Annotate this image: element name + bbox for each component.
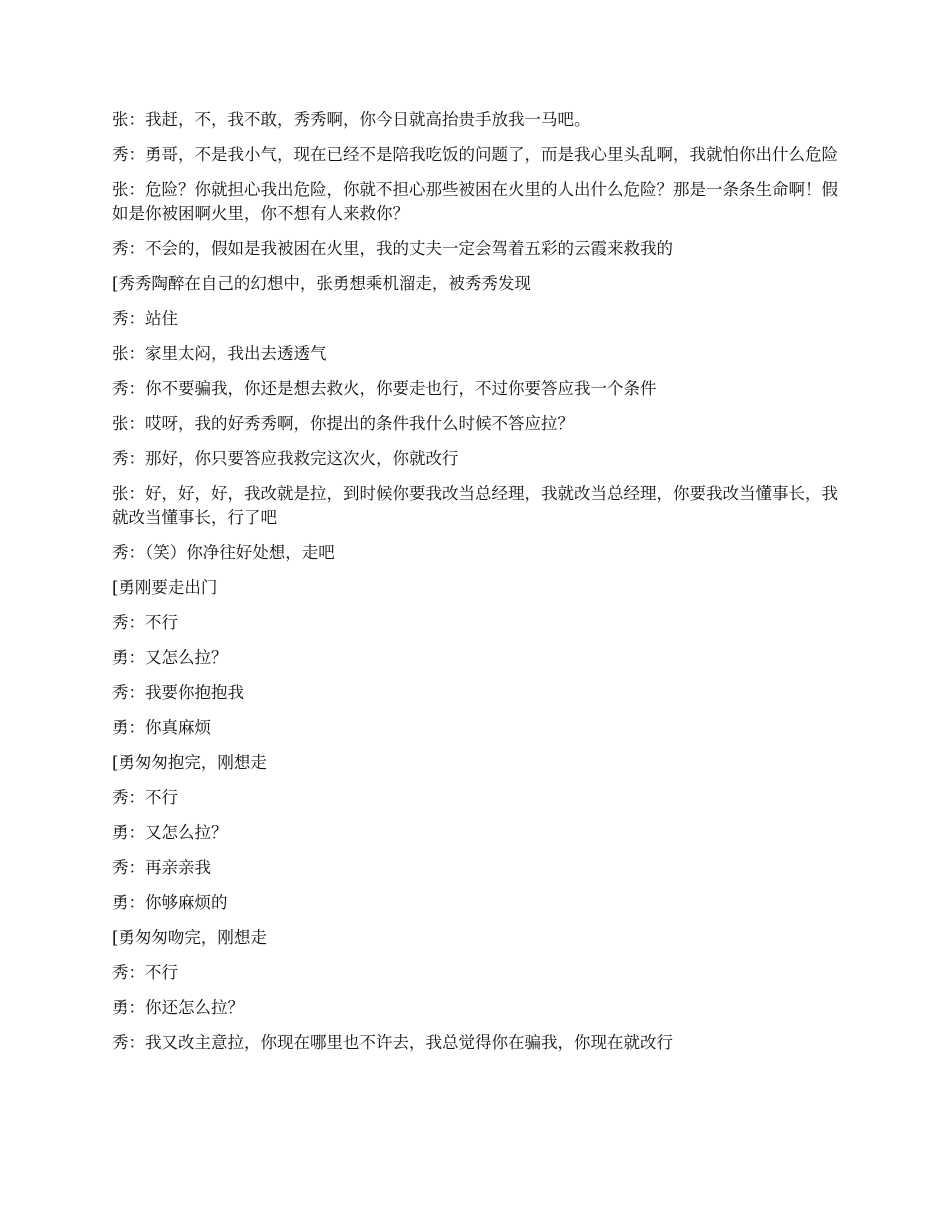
script-line: 秀：那好，你只要答应我救完这次火，你就改行: [112, 449, 459, 468]
script-line: 秀：你不要骗我，你还是想去救火，你要走也行，不过你要答应我一个条件: [112, 379, 657, 398]
script-line: 勇：你还怎么拉？: [112, 998, 244, 1017]
script-line: 张：危险？你就担心我出危险，你就不担心那些被困在火里的人出什么危险？那是一条条生命啊！假如是你被困啊火里，你不想有人来救你？: [112, 180, 838, 223]
script-line: 勇：你够麻烦的: [112, 893, 228, 912]
script-line: 张：好，好，好，我改就是拉，到时候你要我改当总经理，我就改当总经理，你要我改当懂事长，我就改当懂事长，行了吧: [112, 484, 838, 527]
script-line: 张：家里太闷，我出去透透气: [112, 344, 327, 363]
stage-direction: [勇匆匆吻完，刚想走: [112, 928, 267, 947]
script-line: 秀：不行: [112, 963, 178, 982]
document-body: [112, 108, 840, 1066]
script-line: 勇：又怎么拉？: [112, 648, 228, 667]
script-line: 秀：不行: [112, 788, 178, 807]
script-line: 张：哎呀，我的好秀秀啊，你提出的条件我什么时候不答应拉？: [112, 414, 574, 433]
script-line: 勇：又怎么拉？: [112, 823, 228, 842]
script-line: 秀：我要你抱抱我: [112, 683, 244, 702]
script-line: 秀：我又改主意拉，你现在哪里也不许去，我总觉得你在骗我，你现在就改行: [112, 1033, 673, 1052]
stage-direction: [勇匆匆抱完，刚想走: [112, 753, 267, 772]
script-line: 张：我赶，不，我不敢，秀秀啊，你今日就高抬贵手放我一马吧。: [112, 110, 591, 129]
script-line: 秀：再亲亲我: [112, 858, 211, 877]
script-line: 秀：勇哥，不是我小气，现在已经不是陪我吃饭的问题了，而是我心里头乱啊，我就怕你出什么危险: [112, 145, 838, 164]
script-line: 秀：不行: [112, 613, 178, 632]
stage-direction: [勇刚要走出门: [112, 578, 218, 597]
script-line: 秀：站住: [112, 309, 178, 328]
script-line: 秀：（笑）你净往好处想，走吧: [112, 543, 335, 562]
script-line: 勇：你真麻烦: [112, 718, 211, 737]
script-line: 秀：不会的，假如是我被困在火里，我的丈夫一定会驾着五彩的云霞来救我的: [112, 239, 673, 258]
stage-direction: [秀秀陶醉在自己的幻想中，张勇想乘机溜走，被秀秀发现: [112, 274, 531, 293]
